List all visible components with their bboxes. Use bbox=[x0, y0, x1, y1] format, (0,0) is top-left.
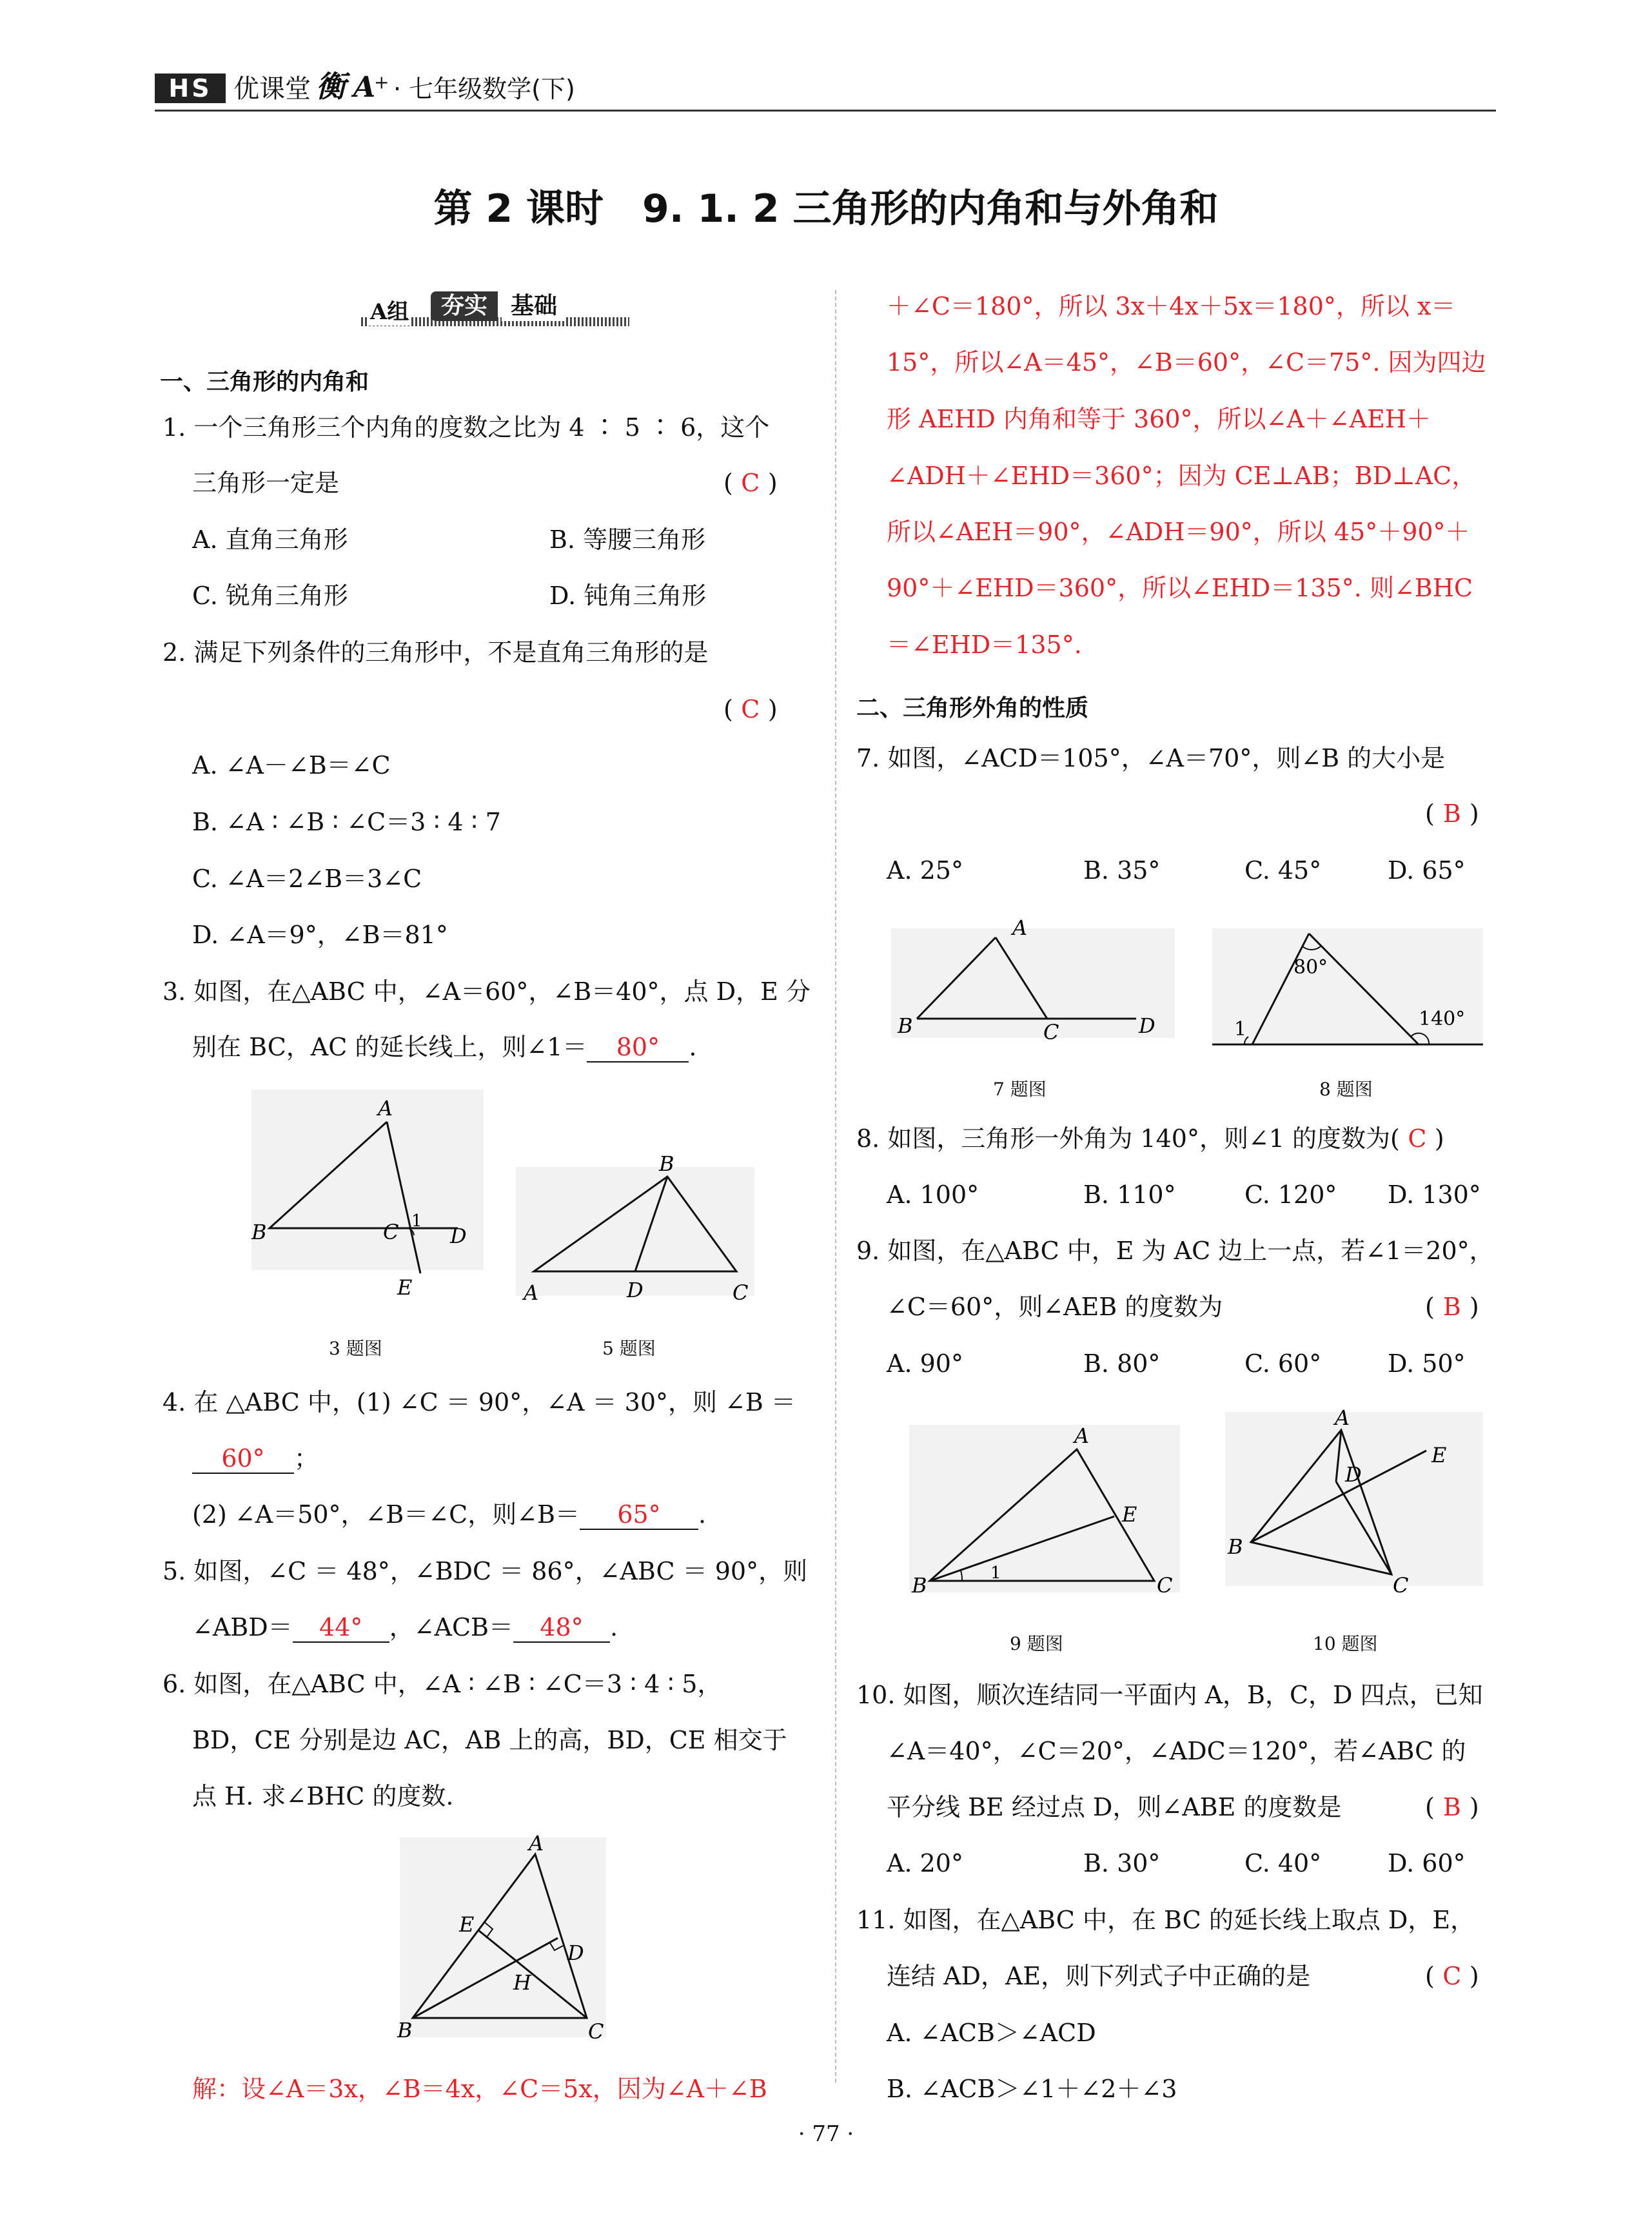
figure-3 bbox=[251, 1090, 484, 1315]
figure-5-label-a: A bbox=[524, 1280, 539, 1305]
figure-9-bg bbox=[909, 1425, 1180, 1592]
q5-mid: ，∠ACB＝ bbox=[389, 1613, 513, 1641]
q7-option-b: B. 35° bbox=[1083, 856, 1161, 885]
figure-5-label-b: B bbox=[659, 1151, 674, 1176]
figure-10-label-e: E bbox=[1431, 1443, 1447, 1467]
figure-10-label-c: C bbox=[1393, 1573, 1409, 1598]
series-name: 优课堂 bbox=[233, 74, 311, 104]
q6-stem-line3: 点 H. 求∠BHC 的度数. bbox=[192, 1782, 454, 1810]
banner-tag-1: 夯实 bbox=[431, 291, 498, 321]
q10-option-b: B. 30° bbox=[1083, 1849, 1161, 1877]
column-divider bbox=[835, 290, 836, 2082]
q9-stem-line2: ∠C＝60°，则∠AEB 的度数为 bbox=[887, 1293, 1223, 1321]
q7-stem: 7. 如图，∠ACD＝105°，∠A＝70°，则∠B 的大小是 bbox=[856, 744, 1446, 772]
figure-6-label-d: D bbox=[567, 1941, 584, 1965]
figure-3-label-b: B bbox=[251, 1220, 267, 1244]
figure-3-label-d: D bbox=[450, 1224, 467, 1248]
logo: HS bbox=[155, 73, 226, 103]
figure-7-bg bbox=[891, 928, 1175, 1038]
q6-stem-line2: BD，CE 分别是边 AC，AB 上的高，BD，CE 相交于 bbox=[192, 1726, 787, 1754]
q5-stem-line2 bbox=[192, 1613, 618, 1643]
q10-stem-line3: 平分线 BE 经过点 D，则∠ABE 的度数是 bbox=[887, 1793, 1342, 1821]
q7-option-c: C. 45° bbox=[1244, 856, 1322, 885]
figure-3-label-1: 1 bbox=[411, 1211, 422, 1231]
q10-answer: ( B ) bbox=[1425, 1793, 1479, 1821]
figure-5-caption: 5 题图 bbox=[602, 1338, 656, 1359]
q5-pre: ∠ABD＝ bbox=[192, 1613, 293, 1641]
q4-stem-line1: 4. 在 △ABC 中，(1) ∠C ＝ 90°，∠A ＝ 30°，则 ∠B ＝ bbox=[162, 1388, 796, 1416]
q8-option-b: B. 110° bbox=[1083, 1180, 1176, 1209]
q6-solution-line6: 所以∠AEH＝90°，∠ADH＝90°，所以 45°＋90°＋ bbox=[887, 518, 1470, 546]
q9-answer: ( B ) bbox=[1425, 1293, 1479, 1321]
q3-answer-blank: 80° bbox=[587, 1033, 689, 1063]
figure-7-label-a: A bbox=[1012, 916, 1028, 940]
q6-stem-line1: 6. 如图，在△ABC 中，∠A ∶ ∠B ∶ ∠C＝3 ∶ 4 ∶ 5， bbox=[162, 1670, 722, 1698]
header-rule bbox=[155, 110, 1496, 112]
figure-7-label-b: B bbox=[898, 1014, 913, 1038]
q8-option-c: C. 120° bbox=[1244, 1180, 1337, 1209]
q5-answer-2: 48° bbox=[513, 1613, 610, 1643]
q3-stem-line1: 3. 如图，在△ABC 中，∠A＝60°，∠B＝40°，点 D，E 分 bbox=[162, 977, 811, 1006]
figure-9-label-c: C bbox=[1157, 1573, 1173, 1598]
q4-answer-2: 65° bbox=[580, 1500, 698, 1530]
q2-option-c: C. ∠A＝2∠B＝3∠C bbox=[192, 865, 422, 893]
q5-stem-line1: 5. 如图，∠C ＝ 48°，∠BDC ＝ 86°，∠ABC ＝ 90°，则 bbox=[162, 1557, 808, 1585]
q9-option-b: B. 80° bbox=[1083, 1349, 1161, 1378]
figure-10-label-b: B bbox=[1228, 1534, 1243, 1559]
figure-9-label-b: B bbox=[912, 1573, 927, 1598]
figure-9-label-e: E bbox=[1122, 1502, 1137, 1527]
figure-10-label-a: A bbox=[1335, 1405, 1350, 1430]
q7-answer: ( B ) bbox=[1425, 799, 1479, 828]
q2-answer: ( C ) bbox=[723, 695, 778, 723]
figure-10 bbox=[1219, 1405, 1490, 1599]
figure-5-label-c: C bbox=[733, 1280, 749, 1305]
q7-answer-value: B bbox=[1442, 799, 1461, 828]
figure-10-bg bbox=[1225, 1412, 1483, 1586]
q8-answer-value: C bbox=[1408, 1124, 1427, 1153]
q4-stem-line2: (2) ∠A＝50°，∠B＝∠C，则∠B＝ bbox=[192, 1500, 580, 1529]
figure-3-label-a: A bbox=[378, 1096, 393, 1121]
q5-answer-1: 44° bbox=[293, 1613, 389, 1643]
figure-5 bbox=[516, 1148, 754, 1309]
page-number: · 77 · bbox=[798, 2121, 854, 2147]
q9-option-d: D. 50° bbox=[1388, 1349, 1466, 1378]
figure-10-caption: 10 题图 bbox=[1313, 1633, 1378, 1654]
figure-8-caption: 8 题图 bbox=[1319, 1079, 1373, 1100]
figure-6-label-h: H bbox=[513, 1970, 531, 1995]
q3-stem-text: 别在 BC，AC 的延长线上，则∠1＝ bbox=[192, 1033, 587, 1061]
section-heading-2: 二、三角形外角的性质 bbox=[856, 695, 1089, 721]
q2-option-d: D. ∠A＝9°，∠B＝81° bbox=[192, 921, 448, 949]
page-title: 第 2 课时 9. 1. 2 三角形的内角和与外角和 bbox=[433, 186, 1219, 231]
q6-solution-line2: ＋∠C＝180°，所以 3x＋4x＋5x＝180°，所以 x＝ bbox=[887, 292, 1456, 320]
figure-9-caption: 9 题图 bbox=[1010, 1633, 1063, 1654]
q6-solution-line3: 15°，所以∠A＝45°，∠B＝60°，∠C＝75°. 因为四边 bbox=[887, 348, 1486, 377]
q7-option-a: A. 25° bbox=[887, 856, 963, 885]
figure-6-label-a: A bbox=[529, 1831, 544, 1856]
q10-stem-line1: 10. 如图，顺次连结同一平面内 A，B，C，D 四点，已知 bbox=[856, 1681, 1483, 1709]
q8-option-d: D. 130° bbox=[1388, 1180, 1481, 1209]
section-heading-1: 一、三角形的内角和 bbox=[160, 369, 369, 395]
figure-8-label-1: 1 bbox=[1234, 1018, 1247, 1041]
figure-3-label-c: C bbox=[383, 1220, 399, 1244]
header bbox=[155, 70, 709, 111]
brand-mark: 衡 bbox=[316, 69, 346, 104]
q11-stem-line1: 11. 如图，在△ABC 中，在 BC 的延长线上取点 D，E， bbox=[856, 1906, 1475, 1934]
q2-answer-value: C bbox=[741, 695, 760, 723]
figure-10-label-d: D bbox=[1345, 1462, 1362, 1487]
q2-option-a: A. ∠A－∠B＝∠C bbox=[192, 751, 391, 779]
q1-stem-line2: 三角形一定是 bbox=[192, 469, 340, 497]
banner-tag-2: 基础 bbox=[502, 291, 566, 321]
q2-stem: 2. 满足下列条件的三角形中，不是直角三角形的是 bbox=[162, 638, 709, 667]
q4-answer-1: 60° bbox=[192, 1444, 294, 1474]
figure-8-label-right: 140° bbox=[1419, 1008, 1466, 1030]
q10-option-c: C. 40° bbox=[1244, 1849, 1322, 1877]
figure-6 bbox=[387, 1831, 619, 2050]
q1-option-c: C. 锐角三角形 bbox=[192, 582, 348, 610]
q6-solution-line1: 解：设∠A＝3x，∠B＝4x，∠C＝5x，因为∠A＋∠B bbox=[192, 2075, 767, 2103]
grade-mark: A bbox=[353, 71, 376, 104]
q1-option-d: D. 钝角三角形 bbox=[549, 582, 707, 610]
q8-stem-text: 8. 如图，三角形一外角为 140°，则∠1 的度数为 bbox=[856, 1124, 1391, 1153]
q2-option-b: B. ∠A ∶ ∠B ∶ ∠C＝3 ∶ 4 ∶ 7 bbox=[192, 808, 501, 836]
q10-stem-line2: ∠A＝40°，∠C＝20°，∠ADC＝120°，若∠ABC 的 bbox=[887, 1737, 1466, 1765]
q6-solution-line7: 90°＋∠EHD＝360°，所以∠EHD＝135°. 则∠BHC bbox=[887, 574, 1473, 602]
q4-part1-answer bbox=[192, 1444, 319, 1474]
figure-6-label-b: B bbox=[397, 2018, 413, 2042]
book-title: · 七年级数学(下) bbox=[393, 75, 575, 103]
q1-answer-value: C bbox=[741, 469, 760, 497]
figure-7-caption: 7 题图 bbox=[993, 1079, 1047, 1100]
q1-stem-line1: 1. 一个三角形三个内角的度数之比为 4 ∶ 5 ∶ 6，这个 bbox=[162, 413, 770, 442]
q10-answer-value: B bbox=[1442, 1793, 1461, 1821]
q6-solution-line8: ＝∠EHD＝135°. bbox=[887, 631, 1082, 659]
q4-end-2: . bbox=[698, 1500, 707, 1529]
figure-6-label-c: C bbox=[588, 2019, 604, 2044]
q9-option-c: C. 60° bbox=[1244, 1349, 1322, 1378]
q4-end-1: ； bbox=[294, 1444, 319, 1473]
q11-stem-line2: 连结 AD，AE，则下列式子中正确的是 bbox=[887, 1962, 1311, 1990]
q10-option-a: A. 20° bbox=[887, 1849, 963, 1877]
group-banner bbox=[361, 291, 629, 330]
figure-7-label-c: C bbox=[1043, 1020, 1059, 1044]
q9-answer-value: B bbox=[1442, 1293, 1461, 1321]
q9-option-a: A. 90° bbox=[887, 1349, 963, 1378]
figure-8 bbox=[1206, 916, 1490, 1057]
q6-solution-line5: ∠ADH＋∠EHD＝360°；因为 CE⊥AB；BD⊥AC， bbox=[887, 462, 1477, 490]
group-label: A组 bbox=[368, 294, 411, 326]
q6-solution-line4: 形 AEHD 内角和等于 360°，所以∠A＋∠AEH＋ bbox=[887, 405, 1431, 433]
figure-3-label-e: E bbox=[397, 1275, 413, 1300]
figure-9-label-1: 1 bbox=[990, 1563, 1001, 1583]
q3-stem-line2 bbox=[192, 1033, 697, 1063]
q8-option-a: A. 100° bbox=[887, 1180, 979, 1209]
q11-option-b: B. ∠ACB＞∠1＋∠2＋∠3 bbox=[887, 2075, 1177, 2103]
figure-7-label-d: D bbox=[1139, 1014, 1155, 1038]
figure-7 bbox=[891, 909, 1175, 1051]
figure-9 bbox=[903, 1418, 1186, 1599]
q11-option-a: A. ∠ACB＞∠ACD bbox=[887, 2019, 1096, 2047]
figure-9-label-a: A bbox=[1074, 1424, 1090, 1448]
q11-answer: ( C ) bbox=[1425, 1962, 1479, 1990]
q1-answer: ( C ) bbox=[723, 469, 778, 497]
figure-5-bg bbox=[516, 1167, 754, 1296]
q5-end: . bbox=[609, 1613, 618, 1641]
figure-3-bg bbox=[251, 1090, 484, 1270]
grade-sup: + bbox=[374, 72, 389, 93]
q8-stem: 8. 如图，三角形一外角为 140°，则∠1 的度数为( C ) bbox=[856, 1124, 1444, 1153]
q4-part2 bbox=[192, 1500, 706, 1530]
q11-answer-value: C bbox=[1442, 1962, 1462, 1990]
figure-5-label-d: D bbox=[627, 1278, 644, 1302]
figure-3-caption: 3 题图 bbox=[329, 1338, 382, 1359]
q7-option-d: D. 65° bbox=[1388, 856, 1466, 885]
figure-6-label-e: E bbox=[459, 1912, 475, 1937]
q1-option-b: B. 等腰三角形 bbox=[549, 525, 706, 554]
q3-stem-end: . bbox=[689, 1033, 697, 1061]
q9-stem-line1: 9. 如图，在△ABC 中，E 为 AC 边上一点，若∠1＝20°， bbox=[856, 1237, 1494, 1265]
q10-option-d: D. 60° bbox=[1388, 1849, 1466, 1877]
q1-option-a: A. 直角三角形 bbox=[192, 525, 348, 554]
figure-8-label-top: 80° bbox=[1293, 956, 1328, 979]
